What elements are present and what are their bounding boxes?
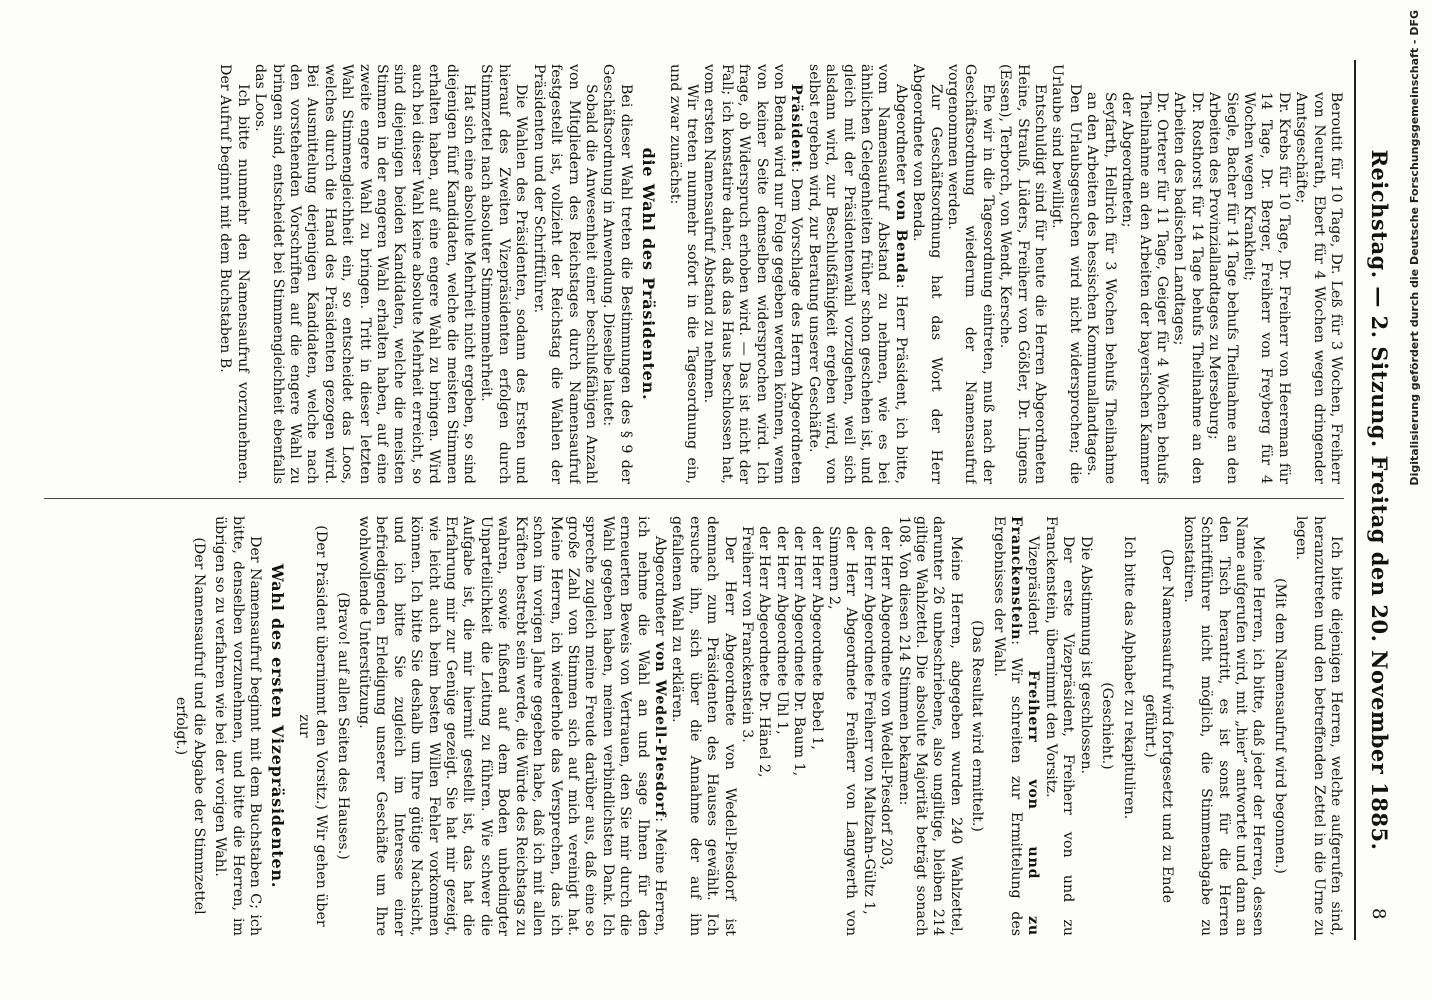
- vote-list-item: der Herr Abgeordnete Bebel 1,: [808, 526, 825, 750]
- page-number: 8: [1368, 908, 1389, 920]
- paragraph: Ich bitte das Alphabet zu rekapituliren.: [1120, 536, 1137, 820]
- stamp-text: Digitalisierung gefördert durch die Deutsche Forschungsgemeinschaft - DFG: [1408, 10, 1421, 486]
- page-header: [1362, 0, 1392, 1000]
- speaker-name: von Wedell-Piesdorf: [651, 641, 668, 818]
- stage-direction: (Der Namensaufruf wird fortgesetzt und zu Ende geführt.): [1141, 548, 1176, 904]
- paragraph: Dr. Rosthorst für 14 Tage behufs Theilnahme an den Arbeiten des badischen Landtages;: [1171, 92, 1205, 484]
- digitization-stamp: [1408, 10, 1428, 990]
- speaker-name: von Benda: [892, 190, 909, 284]
- vote-list-item: der Herr Abgeordnete Uhl 1,: [773, 526, 790, 735]
- vote-list-item: Freiherr von Franckenstein 3.: [739, 526, 755, 743]
- running-title: Reichstag. — 2. Sitzung. Freitag den 20. November 1885.: [1367, 149, 1392, 851]
- column-divider: [44, 498, 1344, 499]
- paragraph: Ich bitte nunmehr den Namensaufruf vorzunehmen. Der Aufruf beginnt mit dem Buchstaben B.: [217, 64, 251, 484]
- left-column: [44, 64, 1344, 484]
- stage-direction: (Mit dem Namensaufruf wird begonnen.): [1271, 578, 1288, 874]
- paragraph: Entschuldigt sind für heute die Herren Abgeordneten Heine, Strauß, Lüders, Freiherr von Gößler, Dr. Lingens (Essen), Terborch, von Wendt, Kersche.: [997, 64, 1049, 484]
- paragraph: Die Abstimmung ist geschlossen.: [1077, 536, 1094, 774]
- paragraph: Abgeordneter von Wedell-Piesdorf: Meine Herren, ich nehme die Wahl an und sage Ihnen für den erneuerten Beweis von Vertrauen, den Sie mir durch die Wahl gegeben haben, meinen verbindlichsten Dank. Ich spreche zugleich meine Freude darüber aus, daß eine so große Zahl von Stimmen sich auf mich vereinigt hat. Meine Herren, ich wiederhole das Versprechen, das ich schon im vorigen Jahre gegeben habe, daß ich mit allen Kräften bestrebt sein werde, die Würde des Reichstags zu wahren, sowie fußend auf dem Boden unbedingter Unparteilichkeit die Leitung zu führen. Wie schwer die Aufgabe ist, die mir hiermit gestellt ist, das hat die Erfahrung mir zur Genüge gezeigt. Sie hat mir gezeigt, wie leicht auch beim besten Willen Fehler vorkommen können. Ich bitte Sie deshalb um Ihre gütige Nachsicht, und ich bitte Sie zugleich im Interesse einer befriedigenden Erledigung unserer Geschäfte um Ihre wohlwollende Unterstützung.: [356, 516, 668, 936]
- paragraph: Ich bitte diejenigen Herren, welche aufgerufen sind, heranzutreten und den betreffenden Zettel in die Urne zu legen.: [1293, 516, 1344, 936]
- paragraph: Der Herr Abgeordnete von Wedell-Piesdorf ist demnach zum Präsidenten des Hauses gewählt. Ich ersuche ihn, sich über die Annahme der auf ihn gefallenen Wahl zu erklären.: [669, 516, 738, 936]
- vote-list-item: der Herr Abgeordnete von Wedell-Piesdorf 203,: [878, 526, 895, 870]
- paragraph: Wir treten nunmehr sofort in die Tagesordnung ein, und zwar zunächst:: [666, 64, 700, 484]
- stage-direction: (Bravo! auf allen Seiten des Hauses.): [334, 592, 351, 860]
- paragraph: Bei dieser Wahl treten die Bestimmungen des § 9 der Geschäftsordnung in Anwendung. Dieselbe lautet:: [600, 64, 634, 484]
- paragraph: Der Namensaufruf beginnt mit dem Buchstaben C; ich bitte, denselben vorzunehmen, und bitte die Herren, im übrigen so zu verfahren wie bei der vorigen Wahl.: [212, 516, 264, 936]
- vote-list-item: der Herr Abgeordnete Dr. Hänel 2,: [756, 526, 773, 778]
- paragraph: Seyfarth, Hellrich für 3 Wochen behufs Theilnahme an den Arbeiten des hessischen Kommunallandtages.: [1084, 92, 1118, 484]
- stage-direction: (Der Präsident übernimmt den Vorsitz.) Wir gehen über zur: [295, 525, 330, 927]
- paragraph: Dr. Krebs für 10 Tage, Dr. Freiherr von Heereman für 14 Tage, Dr. Berger, Freiherr von Freyberg für 4 Wochen wegen Krankheit;: [1240, 92, 1292, 484]
- section-heading: die Wahl des Präsidenten.: [639, 147, 659, 401]
- paragraph: Abgeordneter von Benda: Herr Präsident, ich bitte, vom Namensaufruf Abstand zu nehmen, wie es bei ähnlichen Gelegenheiten früher schon geschehen ist, und gleich mit der Präsidentenwahl vorzugehen, weil sich alsdann wird, zur Beschlußfähigkeit ergeben wird, von selbst ergeben wird, zur Beratung unserer Geschäfte.: [805, 64, 909, 484]
- paragraph: Den Urlaubsgesuchen wird nicht widersprochen; die Urlaube sind bewilligt.: [1049, 64, 1083, 484]
- vote-list-item: der Herr Abgeordnete Dr. Baum 1,: [791, 526, 808, 777]
- right-column: [44, 516, 1344, 936]
- stage-direction: (Das Resultat wird ermittelt.): [969, 620, 986, 832]
- paragraph: Sobald die Anwesenheit einer beschlußfähigen Anzahl von Mitgliedern des Reichstages durch Namensaufruf festgestellt ist, vollzieht der Reichstag die Wahlen der Präsidenten und der Schriftführer.: [530, 64, 599, 484]
- paragraph: Vizepräsident Freiherr von und zu Franckenstein: Wir schreiten zur Ermittelung des Ergebnisses der Wahl.: [990, 516, 1042, 936]
- paragraph: Die Wahlen des Präsidenten, sodann des Ersten und hierauf des Zweiten Vizepräsidenten erfolgen durch Stimmzettel nach absoluter Stimmenmehrheit.: [478, 64, 530, 484]
- speaker-name: Freiherr von und zu Franckenstein: [1008, 516, 1042, 936]
- paragraph: Siegle, Bacher für 14 Tage behufs Theilnahme an den Arbeiten des Provinziallandtages zu Merseburg;: [1206, 92, 1240, 484]
- vote-list-item: der Herr Abgeordnete Freiherr von Langwerth von Simmern 2,: [826, 526, 860, 936]
- paragraph: Ehe wir in die Tagesordnung eintreten, muß nach der Geschäftsordnung wiederum der Namensaufruf vorgenommen werden.: [945, 64, 996, 484]
- section-heading: Wahl des ersten Vizepräsidenten.: [268, 563, 288, 889]
- paragraph: Zur Geschäftsordnung hat das Wort der Herr Abgeordnete von Benda.: [910, 64, 944, 484]
- paragraph: Dr. Orterer für 11 Tage, Geiger für 4 Wochen behufs Theilnahme an den Arbeiten der bayerischen Kammer der Abgeordneten;: [1119, 92, 1170, 484]
- paragraph: Meine Herren, abgegeben wurden 240 Wahlzettel, darunter 26 unbeschriebene, also ungiltige, bleiben 214 giltige Wahlzettel. Die absolute Majorität beträgt sonach 108. Von diesen 214 Stimmen bekamen:: [895, 516, 964, 936]
- speaker-name: Präsident: [788, 84, 805, 168]
- stage-direction: (Geschieht.): [1099, 682, 1116, 770]
- paragraph: Der erste Vizepräsident, Freiherr von und zu Franckenstein, übernimmt den Vorsitz.: [1042, 516, 1077, 936]
- header-rule: [1354, 60, 1356, 940]
- stage-direction: (Der Namensaufruf und die Abgabe der Stimmzettel erfolgt.): [173, 537, 207, 915]
- paragraph: Beroutit für 10 Tage, Dr. Leß für 3 Wochen, Freiherr von Neurath, Ebert für 4 Wochen wegen dringender Amtsgeschäfte;: [1293, 92, 1344, 484]
- paragraph: Meine Herren, ich bitte, daß jeder der Herren, dessen Name aufgerufen wird, mit „hier“ antwortet und dann an den Tisch herantritt, es ist sonst für die Herren Schriftführer nicht möglich, die Stimmenabgabe zu konstatiren.: [1180, 516, 1267, 936]
- vote-list-item: der Herr Abgeordnete Freiherr von Maltzahn-Gültz 1,: [860, 526, 877, 915]
- paragraph: Hat sich eine absolute Mehrheit nicht ergeben, so sind diejenigen fünf Kandidaten, welche die meisten Stimmen erhalten haben, auf eine engere Wahl zu bringen. Wird auch bei dieser Wahl keine absolute Mehrheit erreicht, so sind diejenigen beiden Kandidaten, welche die meisten Stimmen in der engeren Wahl erhalten haben, auf eine zweite engere Wahl zu bringen. Tritt in dieser letzten Wahl Stimmengleichheit ein, so entscheidet das Loos, welches durch die Hand des Präsidenten gezogen wird. Bei Ausmittelung derjenigen Kandidaten, welche nach den vorstehenden Vorschriften auf die engere Wahl zu bringen sind, entscheidet bei Stimmengleichheit ebenfalls das Loos.: [252, 64, 478, 484]
- paragraph: Präsident: Dem Vorschlage des Herrn Abgeordneten von Benda wird nur Folge gegeben werden können, wenn von keiner Seite demselben widersprochen wird. Ich frage, ob Widerspruch erhoben wird. — Das ist nicht der Fall; ich konstatire daher, daß das Haus beschlossen hat, vom ersten Namensaufruf Abstand zu nehmen.: [701, 64, 805, 484]
